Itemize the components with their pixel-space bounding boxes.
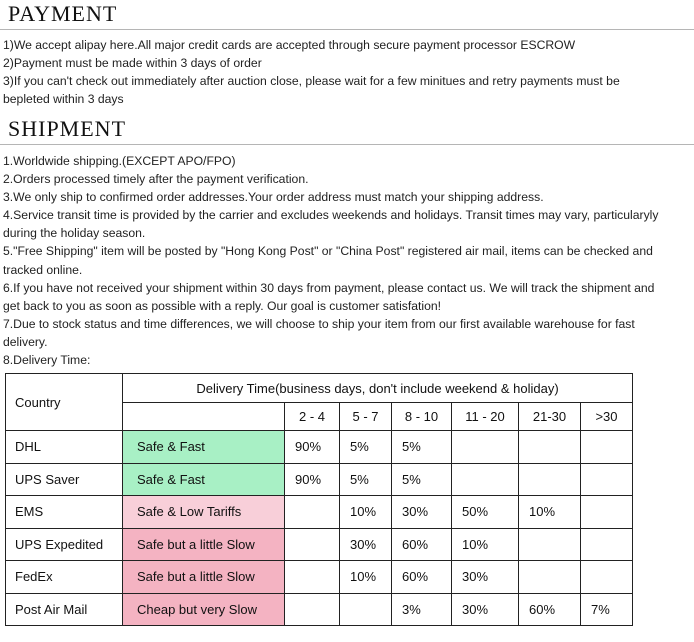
percent-cell: 10% bbox=[340, 496, 392, 529]
percent-cell bbox=[519, 463, 581, 496]
percent-cell: 90% bbox=[285, 431, 340, 464]
table-row bbox=[6, 528, 633, 561]
payment-line: 1)We accept alipay here.All major credit cards are accepted through secure payment processor ESCROW bbox=[3, 38, 576, 52]
percent-cell: 5% bbox=[392, 431, 452, 464]
percent-cell bbox=[581, 528, 633, 561]
country-cell: UPS Expedited bbox=[6, 528, 123, 561]
range-header: 5 - 7 bbox=[340, 403, 392, 431]
percent-cell bbox=[581, 463, 633, 496]
percent-cell: 60% bbox=[392, 561, 452, 594]
percent-cell: 10% bbox=[452, 528, 519, 561]
payment-title: PAYMENT bbox=[8, 1, 118, 26]
range-header: >30 bbox=[581, 403, 633, 431]
country-cell: Post Air Mail bbox=[6, 593, 123, 626]
method-cell: Safe & Fast bbox=[123, 431, 285, 464]
percent-cell bbox=[581, 561, 633, 594]
country-cell: DHL bbox=[6, 431, 123, 464]
shipment-line: delivery. bbox=[3, 334, 48, 349]
country-cell: EMS bbox=[6, 496, 123, 529]
table-row bbox=[6, 561, 633, 594]
shipment-line: 6.If you have not received your shipment within 30 days from payment, please contact us. We will track the shipment and bbox=[3, 280, 655, 295]
percent-cell: 30% bbox=[392, 496, 452, 529]
table-row bbox=[6, 463, 633, 496]
shipment-line: 8.Delivery Time: bbox=[3, 353, 91, 368]
percent-cell bbox=[581, 496, 633, 529]
percent-cell bbox=[285, 593, 340, 626]
country-cell: FedEx bbox=[6, 561, 123, 594]
percent-cell: 5% bbox=[392, 463, 452, 496]
country-header: Country bbox=[6, 374, 123, 431]
shipment-line: 1.Worldwide shipping.(EXCEPT APO/FPO) bbox=[3, 154, 236, 168]
percent-cell: 30% bbox=[452, 593, 519, 626]
range-header: 21-30 bbox=[519, 403, 581, 431]
percent-cell: 30% bbox=[340, 528, 392, 561]
table-row bbox=[6, 496, 633, 529]
range-header: 2 - 4 bbox=[285, 403, 340, 431]
percent-cell bbox=[519, 431, 581, 464]
table-header-row bbox=[6, 374, 633, 403]
percent-cell bbox=[340, 593, 392, 626]
payment-line: 3)If you can't check out immediately after auction close, please wait for a few minitues and retry payments must be bbox=[3, 74, 620, 89]
shipment-line: get back to you as soon as possible with a reply. Our goal is customer satisfation! bbox=[3, 298, 442, 313]
percent-cell: 30% bbox=[452, 561, 519, 594]
percent-cell bbox=[452, 431, 519, 464]
percent-cell bbox=[519, 528, 581, 561]
percent-cell bbox=[285, 528, 340, 561]
percent-cell: 60% bbox=[392, 528, 452, 561]
shipment-line: 5."Free Shipping" item will be posted by "Hong Kong Post" or "China Post" registered air mail, items can be checked and bbox=[3, 244, 653, 259]
method-cell: Safe & Fast bbox=[123, 463, 285, 496]
percent-cell: 7% bbox=[581, 593, 633, 626]
payment-line: bepleted within 3 days bbox=[3, 92, 124, 107]
percent-cell: 5% bbox=[340, 463, 392, 496]
payment-terms bbox=[3, 36, 691, 108]
shipment-line: 7.Due to stock status and time differences, we will choose to ship your item from our first available warehouse for fast bbox=[3, 316, 635, 331]
shipment-terms bbox=[3, 152, 691, 369]
shipment-line: tracked online. bbox=[3, 262, 83, 277]
shipment-title-divider bbox=[0, 144, 694, 145]
shipment-title: SHIPMENT bbox=[8, 116, 127, 141]
table-row bbox=[6, 593, 633, 626]
percent-cell: 60% bbox=[519, 593, 581, 626]
method-cell: Safe but a little Slow bbox=[123, 528, 285, 561]
shipment-line: 2.Orders processed timely after the payment verification. bbox=[3, 172, 309, 187]
percent-cell: 5% bbox=[340, 431, 392, 464]
percent-cell bbox=[285, 496, 340, 529]
delivery-time-header: Delivery Time(business days, don't include weekend & holiday) bbox=[123, 374, 633, 403]
shipment-line: 4.Service transit time is provided by the carrier and excludes weekends and holidays. Transit times may vary, particularyly bbox=[3, 208, 659, 223]
percent-cell: 50% bbox=[452, 496, 519, 529]
percent-cell: 90% bbox=[285, 463, 340, 496]
country-cell: UPS Saver bbox=[6, 463, 123, 496]
table-row bbox=[6, 431, 633, 464]
method-cell: Safe & Low Tariffs bbox=[123, 496, 285, 529]
payment-line: 2)Payment must be made within 3 days of order bbox=[3, 56, 262, 71]
payment-title-divider bbox=[0, 29, 694, 30]
shipment-line: during the holiday season. bbox=[3, 226, 146, 241]
method-cell: Cheap but very Slow bbox=[123, 593, 285, 626]
method-header-blank bbox=[123, 403, 285, 431]
percent-cell bbox=[452, 463, 519, 496]
shipment-line: 3.We only ship to confirmed order addresses.Your order address must match your shipping address. bbox=[3, 190, 544, 205]
percent-cell bbox=[519, 561, 581, 594]
range-header: 11 - 20 bbox=[452, 403, 519, 431]
method-cell: Safe but a little Slow bbox=[123, 561, 285, 594]
percent-cell: 3% bbox=[392, 593, 452, 626]
delivery-time-table bbox=[5, 373, 633, 626]
range-header: 8 - 10 bbox=[392, 403, 452, 431]
percent-cell bbox=[581, 431, 633, 464]
percent-cell: 10% bbox=[519, 496, 581, 529]
percent-cell: 10% bbox=[340, 561, 392, 594]
percent-cell bbox=[285, 561, 340, 594]
